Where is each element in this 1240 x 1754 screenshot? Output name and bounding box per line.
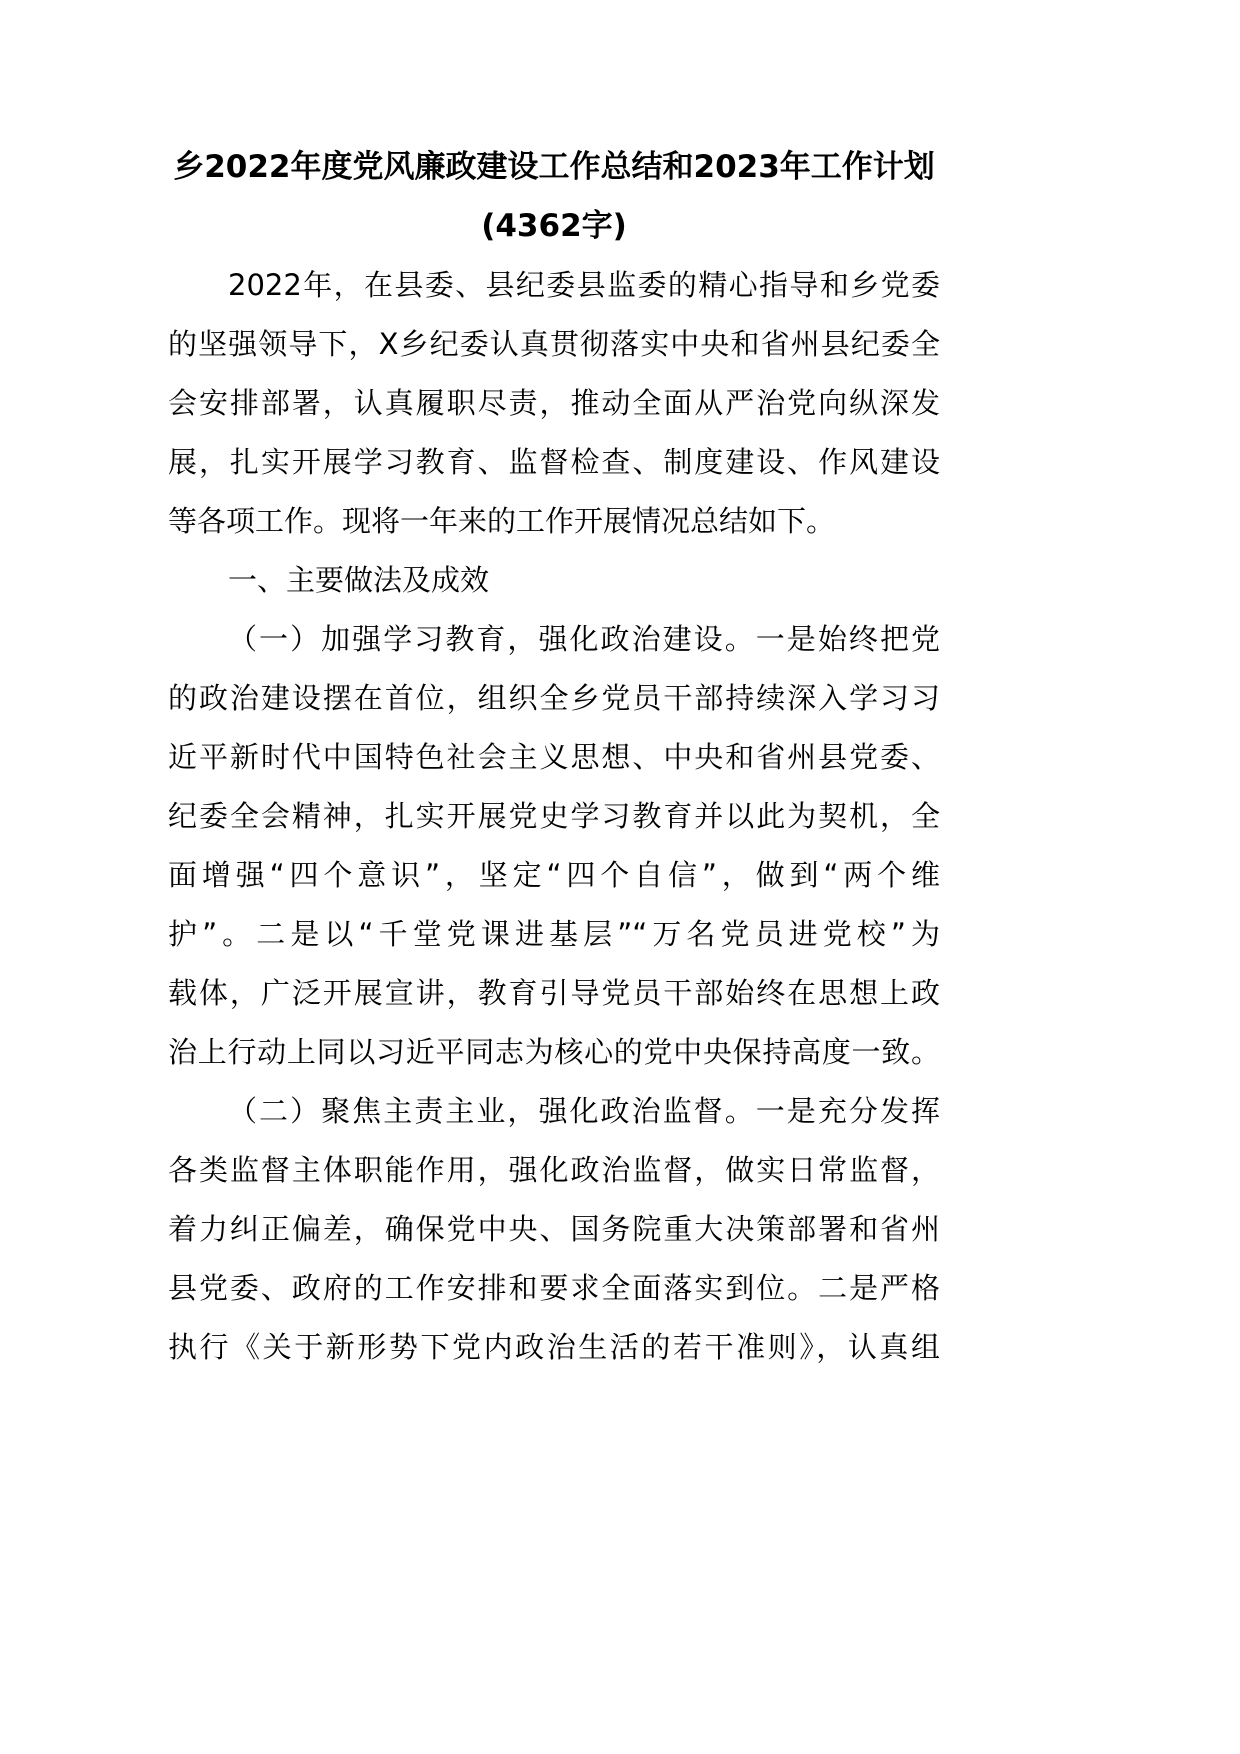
paragraph-line: 2022年，在县委、县纪委县监委的精心指导和乡党委 bbox=[228, 268, 940, 302]
paragraph-line: 护”。二是以“千堂党课进基层”“万名党员进党校”为 bbox=[168, 917, 940, 951]
paragraph-intro bbox=[168, 256, 940, 551]
paragraph-line: 会安排部署，认真履职尽责，推动全面从严治党向纵深发 bbox=[168, 386, 940, 420]
paragraph-study-education bbox=[168, 610, 940, 1082]
paragraph-line: 展，扎实开展学习教育、监督检查、制度建设、作风建设 bbox=[168, 445, 940, 479]
paragraph-line: 面增强“四个意识”，坚定“四个自信”，做到“两个维 bbox=[168, 858, 940, 892]
document-page bbox=[168, 138, 940, 1377]
document-subtitle-word-count: (4362字) bbox=[481, 208, 627, 244]
paragraph-line: （二）聚焦主责主业，强化政治监督。一是充分发挥 bbox=[228, 1094, 940, 1128]
paragraph-line: 各类监督主体职能作用，强化政治监督，做实日常监督， bbox=[168, 1153, 940, 1187]
paragraph-line: 近平新时代中国特色社会主义思想、中央和省州县党委、 bbox=[168, 740, 940, 774]
section-heading-text: 一、主要做法及成效 bbox=[228, 563, 490, 597]
paragraph-line: （一）加强学习教育，强化政治建设。一是始终把党 bbox=[228, 622, 940, 656]
paragraph-line: 等各项工作。现将一年来的工作开展情况总结如下。 bbox=[168, 504, 836, 538]
paragraph-line: 的政治建设摆在首位，组织全乡党员干部持续深入学习习 bbox=[168, 681, 940, 715]
paragraph-line: 治上行动上同以习近平同志为核心的党中央保持高度一致。 bbox=[168, 1035, 940, 1069]
document-title: 乡2022年度党风廉政建设工作总结和2023年工作计划 bbox=[173, 149, 935, 185]
paragraph-line: 的坚强领导下，X乡纪委认真贯彻落实中央和省州县纪委全 bbox=[168, 327, 940, 361]
paragraph-political-supervision bbox=[168, 1082, 940, 1377]
section-heading bbox=[168, 551, 940, 610]
paragraph-line: 着力纠正偏差，确保党中央、国务院重大决策部署和省州 bbox=[168, 1212, 940, 1246]
paragraph-line: 载体，广泛开展宣讲，教育引导党员干部始终在思想上政 bbox=[168, 976, 940, 1010]
paragraph-line: 执行《关于新形势下党内政治生活的若干准则》，认真组 bbox=[168, 1330, 940, 1364]
paragraph-line: 纪委全会精神，扎实开展党史学习教育并以此为契机，全 bbox=[168, 799, 940, 833]
paragraph-line: 县党委、政府的工作安排和要求全面落实到位。二是严格 bbox=[168, 1271, 940, 1305]
